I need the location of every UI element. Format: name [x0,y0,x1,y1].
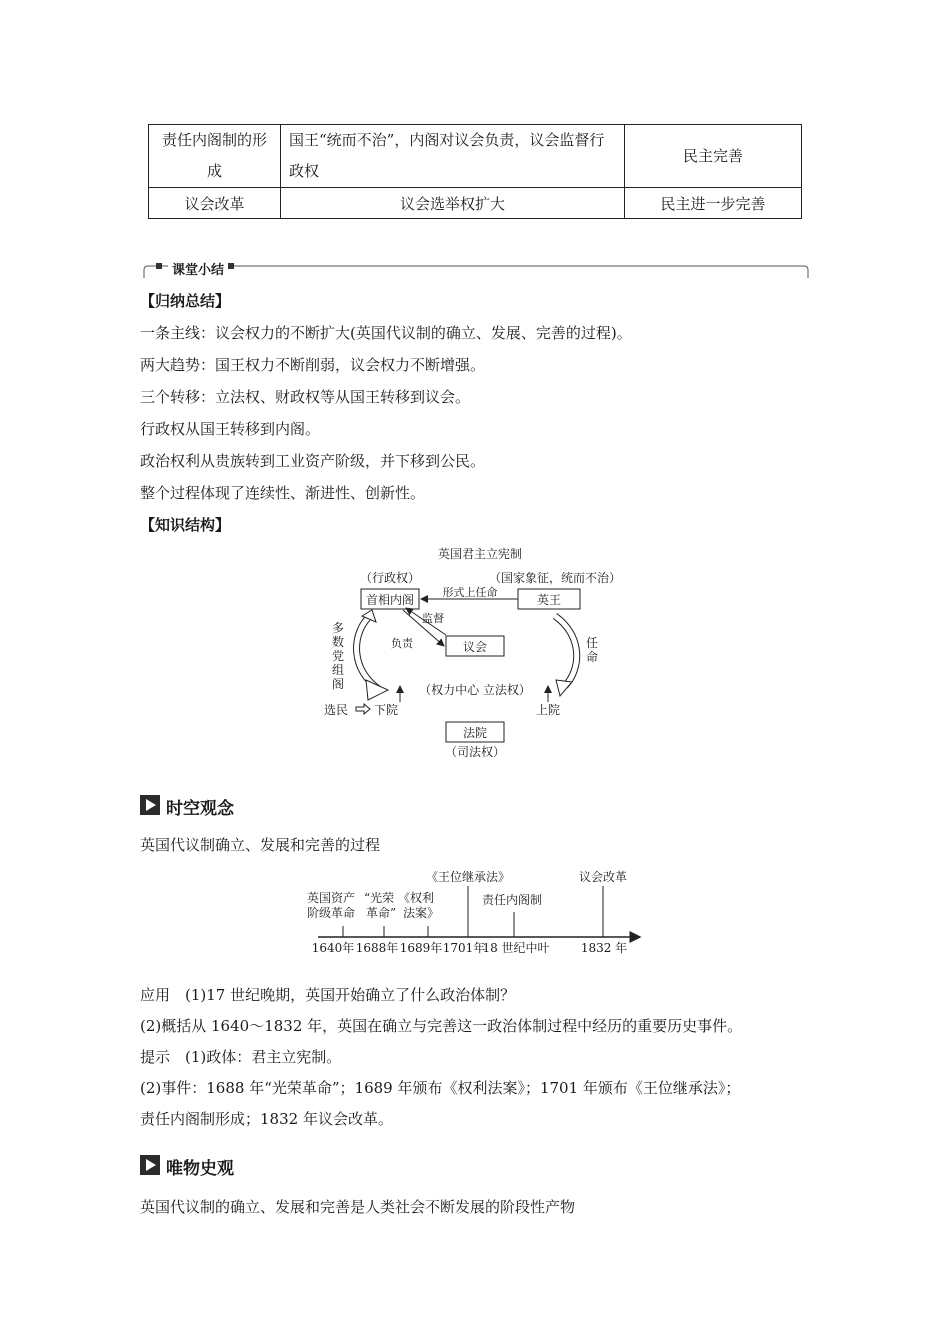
year-label: 1701年 [442,941,486,955]
summary-line: 两大趋势：国王权力不断削弱，议会权力不断增强。 [140,356,486,374]
label-xingzheng: （行政权） [359,571,421,585]
event-label: 议会改革 [578,870,628,884]
label-duoshu-3: 组 [331,663,345,677]
label-duoshu-0: 多 [331,621,345,635]
label-xuanmin: 选民 [324,703,349,717]
label-guojia: （国家象征，统而不治） [488,571,622,585]
section-heading: 时空观念 [166,799,234,819]
summary-line: 一条主线：议会权力的不断扩大(英国代议制的确立、发展、完善的过程)。 [140,324,632,342]
label-duoshu-2: 党 [331,649,345,663]
event-label: 法案》 [403,906,440,920]
table-cell: 责任内阁制的形成 [149,125,281,188]
answer-2: (2)事件：1688 年“光荣革命”；1689 年颁布《权利法案》；1701 年颁布《王位继承法》； [140,1079,741,1097]
summary-line: 整个过程体现了连续性、渐进性、创新性。 [140,484,426,502]
section-heading: 唯物史观 [166,1159,234,1179]
label-sifa: （司法权） [444,745,506,759]
label-fuze: 负责 [391,637,413,650]
label-shangyuan: 上院 [536,703,561,717]
event-label: 革命” [366,906,397,920]
label-jiandu: 监督 [422,612,444,625]
label-duoshu-1: 数 [331,635,345,649]
question-2: (2)概括从 1640～1832 年，英国在确立与完善这一政治体制过程中经历的重要历史事件。 [140,1017,743,1035]
table-row [149,125,802,188]
summary-line: 行政权从国王转移到内阁。 [140,420,321,438]
label-yingwang: 英王 [536,593,562,607]
zhishi-label: 【知识结构】 [140,516,231,534]
label-quanli: （权力中心 立法权） [419,683,531,697]
summary-bar [140,258,812,280]
answer-3: 责任内阁制形成；1832 年议会改革。 [140,1110,393,1128]
year-label: 1688年 [355,941,399,955]
section-intro: 英国代议制确立、发展和完善的过程 [140,836,381,854]
table-row [149,188,802,219]
event-label: 阶级革命 [307,906,356,920]
event-label: 《王位继承法》 [425,870,511,884]
label-xingshi: 形式上任命 [442,586,498,599]
timeline [300,864,650,956]
label-duoshu-4: 阁 [331,677,345,691]
table-cell: 国王“统而不治”，内阁对议会负责，议会监督行政权 [281,125,625,188]
event-label: “光荣 [364,891,395,905]
label-xiayuan: 下院 [374,703,399,717]
play-icon [140,1155,160,1175]
event-label: 责任内阁制 [481,893,543,907]
year-label: 1832 年 [580,941,628,955]
label-renming-1: 命 [585,650,599,664]
event-label: 《权利 [398,891,435,905]
summary-line: 政治权利从贵族转到工业资产阶级，并下移到公民。 [140,452,486,470]
label-fayuan: 法院 [462,726,488,740]
section-intro: 英国代议制的确立、发展和完善是人类社会不断发展的阶段性产物 [140,1198,576,1216]
label-yihui: 议会 [462,640,488,654]
year-label: 1640年 [311,941,355,955]
play-icon [140,795,160,815]
year-label: 1689年 [399,941,443,955]
summary-line: 三个转移：立法权、财政权等从国王转移到议会。 [140,388,471,406]
comparison-table [148,124,802,219]
arrow-voters [356,704,370,714]
year-label: 18 世纪中叶 [482,941,550,955]
knowledge-diagram [310,540,650,762]
guina-label: 【归纳总结】 [140,292,231,310]
table-cell: 民主完善 [625,125,802,188]
label-renming-0: 任 [585,636,599,650]
answer-1: 提示 (1)政体：君主立宪制。 [140,1048,342,1066]
summary-title: 课堂小结 [168,259,228,278]
table-cell: 议会改革 [149,188,281,219]
diagram-title: 英国君主立宪制 [437,547,523,561]
question-1: 应用 (1)17 世纪晚期，英国开始确立了什么政治体制？ [140,986,516,1004]
label-shouxiang: 首相内阁 [365,593,415,607]
table-cell: 议会选举权扩大 [281,188,625,219]
event-label: 英国资产 [307,891,356,905]
table-cell: 民主进一步完善 [625,188,802,219]
